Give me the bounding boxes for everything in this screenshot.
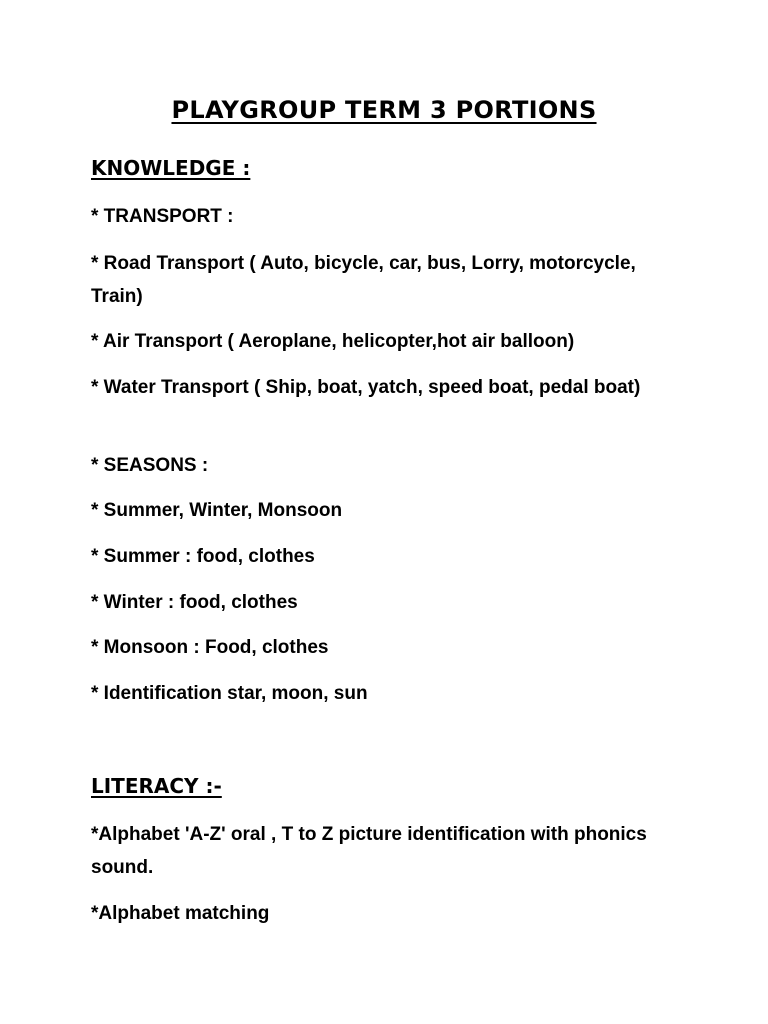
literacy-line-alphabet-oral: *Alphabet 'A-Z' oral , T to Z picture identification with phonics sound.	[91, 824, 647, 878]
knowledge-line-seasons: * SEASONS :	[91, 455, 209, 476]
literacy-heading: LITERACY :-	[91, 774, 222, 798]
page-title-text: PLAYGROUP TERM 3 PORTIONS	[171, 96, 597, 124]
knowledge-line-air-transport: * Air Transport ( Aeroplane, helicopter,hot air balloon)	[91, 331, 575, 352]
knowledge-line-summer: * Summer : food, clothes	[91, 546, 315, 567]
knowledge-line-winter: * Winter : food, clothes	[91, 592, 298, 613]
knowledge-line-road-transport: * Road Transport ( Auto, bicycle, car, bus, Lorry, motorcycle, Train)	[91, 253, 636, 307]
knowledge-heading: KNOWLEDGE :	[91, 156, 251, 180]
page-title	[0, 96, 768, 124]
knowledge-line-water-transport: * Water Transport ( Ship, boat, yatch, speed boat, pedal boat)	[91, 377, 641, 398]
knowledge-line-monsoon: * Monsoon : Food, clothes	[91, 637, 329, 658]
literacy-line-alphabet-matching: *Alphabet matching	[91, 903, 270, 924]
knowledge-line-identification: * Identification star, moon, sun	[91, 683, 368, 704]
knowledge-line-season-list: * Summer, Winter, Monsoon	[91, 500, 343, 521]
knowledge-line-transport: * TRANSPORT :	[91, 206, 234, 227]
